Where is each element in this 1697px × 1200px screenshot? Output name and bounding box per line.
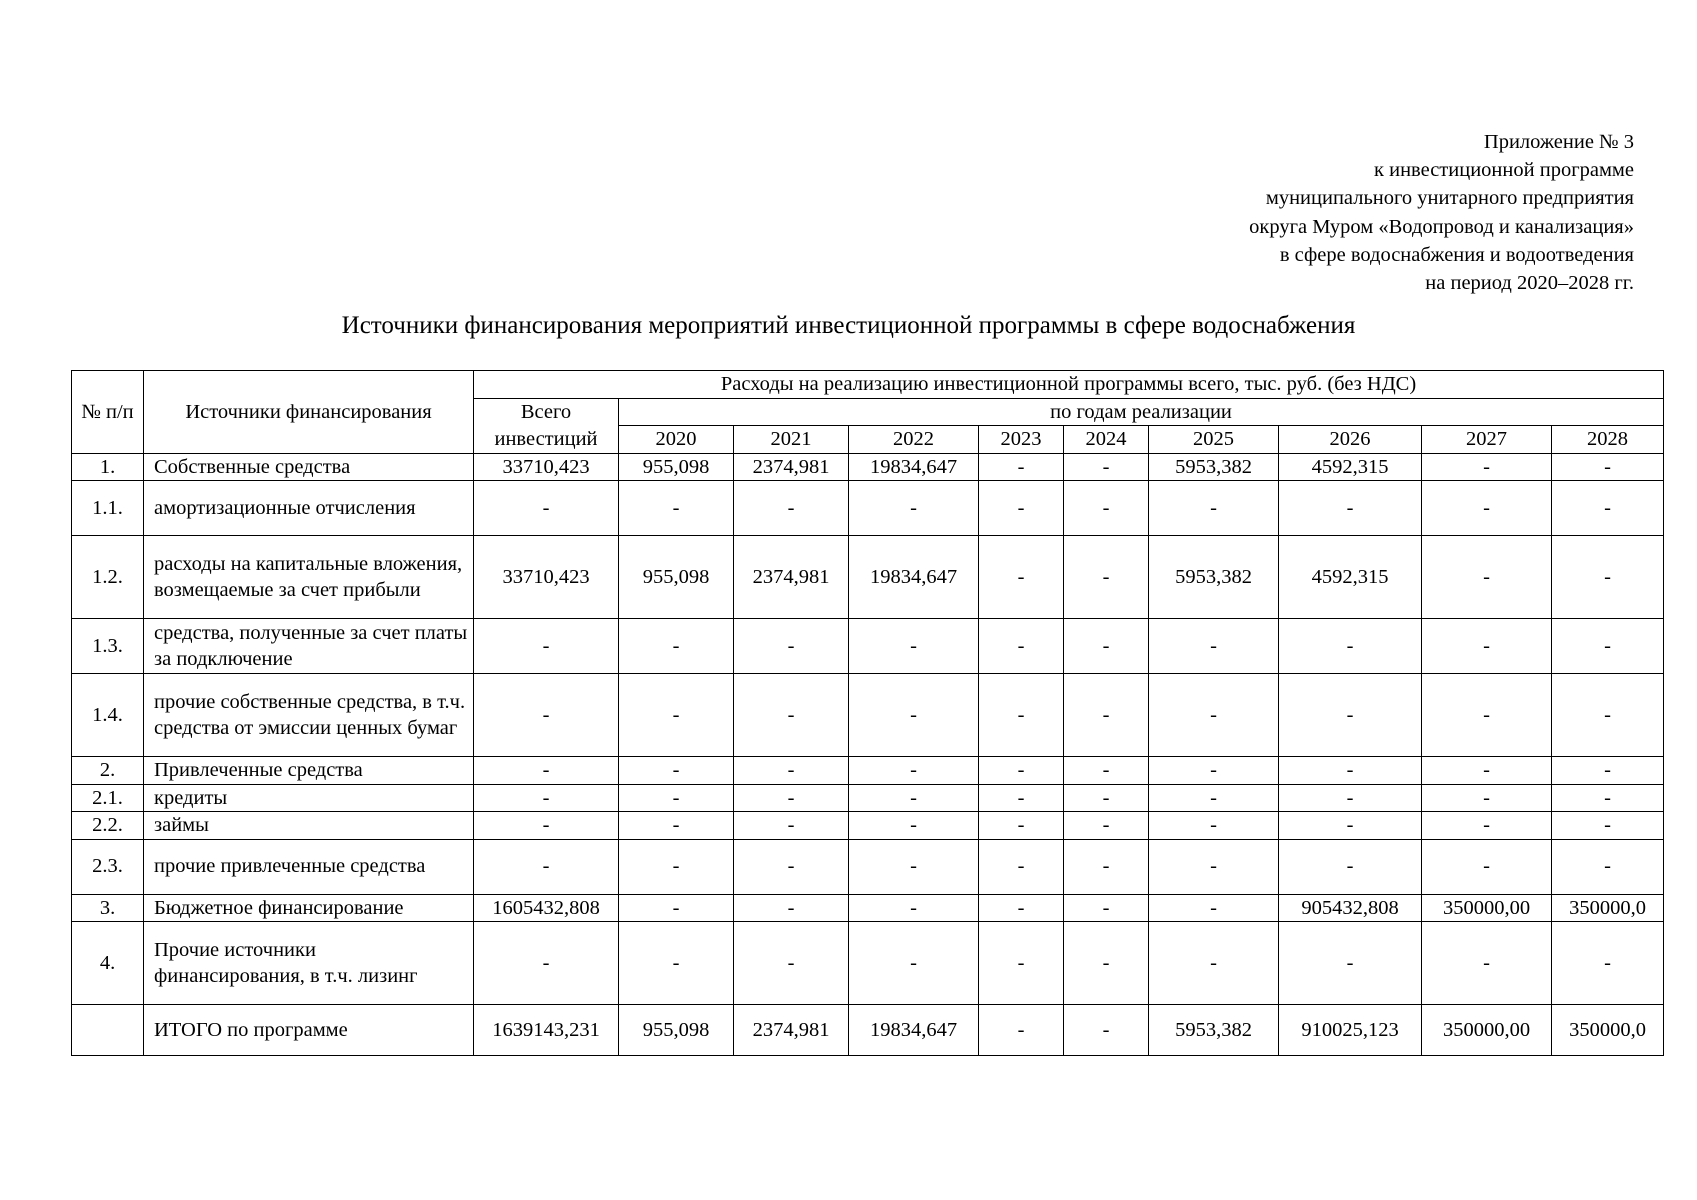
row-value-2028: -	[1552, 674, 1664, 757]
row-value-2027: -	[1422, 536, 1552, 619]
table-row	[72, 839, 1664, 894]
row-number: 1.1.	[72, 481, 144, 536]
row-value-2021: 2374,981	[734, 453, 849, 481]
row-source: амортизационные отчисления	[144, 481, 474, 536]
row-source: прочие собственные средства, в т.ч. средства от эмиссии ценных бумаг	[144, 674, 474, 757]
row-number: 1.2.	[72, 536, 144, 619]
row-value-2020: -	[619, 839, 734, 894]
row-total: -	[474, 784, 619, 812]
row-value-2027: -	[1422, 453, 1552, 481]
row-value-2024: -	[1064, 922, 1149, 1005]
row-value-2022: 19834,647	[849, 453, 979, 481]
row-value-2027: -	[1422, 812, 1552, 840]
row-source: ИТОГО по программе	[144, 1005, 474, 1056]
row-value-2027: -	[1422, 757, 1552, 785]
appendix-line: муниципального унитарного предприятия	[1265, 187, 1634, 210]
appendix-line: на период 2020–2028 гг.	[1425, 272, 1634, 295]
row-value-2027: -	[1422, 922, 1552, 1005]
appendix-note	[1249, 128, 1634, 297]
table-row	[72, 784, 1664, 812]
row-value-2021: -	[734, 922, 849, 1005]
table-row	[72, 922, 1664, 1005]
row-value-2023: -	[979, 453, 1064, 481]
row-value-2025: -	[1149, 481, 1279, 536]
row-source: Бюджетное финансирование	[144, 894, 474, 922]
row-value-2021: -	[734, 894, 849, 922]
financing-table	[71, 370, 1664, 1056]
row-source: прочие привлеченные средства	[144, 839, 474, 894]
row-value-2022: -	[849, 757, 979, 785]
header-num: № п/п	[72, 371, 144, 454]
row-value-2021: -	[734, 757, 849, 785]
row-value-2020: -	[619, 812, 734, 840]
row-value-2026: -	[1279, 812, 1422, 840]
year-2023: 2023	[979, 426, 1064, 454]
row-value-2025: -	[1149, 894, 1279, 922]
row-value-2020: -	[619, 922, 734, 1005]
row-value-2028: -	[1552, 922, 1664, 1005]
row-value-2022: -	[849, 812, 979, 840]
row-value-2021: 2374,981	[734, 1005, 849, 1056]
row-total: 1605432,808	[474, 894, 619, 922]
row-number: 1.4.	[72, 674, 144, 757]
year-2021: 2021	[734, 426, 849, 454]
year-2024: 2024	[1064, 426, 1149, 454]
row-value-2020: 955,098	[619, 453, 734, 481]
row-value-2028: 350000,0	[1552, 894, 1664, 922]
year-2020: 2020	[619, 426, 734, 454]
row-value-2027: -	[1422, 784, 1552, 812]
row-value-2026: -	[1279, 674, 1422, 757]
row-value-2025: -	[1149, 619, 1279, 674]
row-value-2021: -	[734, 481, 849, 536]
row-value-2024: -	[1064, 536, 1149, 619]
row-value-2023: -	[979, 481, 1064, 536]
row-value-2020: -	[619, 784, 734, 812]
row-value-2020: -	[619, 894, 734, 922]
table-row	[72, 536, 1664, 619]
row-value-2026: 4592,315	[1279, 453, 1422, 481]
row-value-2025: -	[1149, 812, 1279, 840]
table-row	[72, 453, 1664, 481]
row-value-2027: -	[1422, 674, 1552, 757]
row-value-2027: 350000,00	[1422, 894, 1552, 922]
row-number: 3.	[72, 894, 144, 922]
table-row	[72, 481, 1664, 536]
row-value-2026: 4592,315	[1279, 536, 1422, 619]
row-source: расходы на капитальные вложения, возмещаемые за счет прибыли	[144, 536, 474, 619]
row-value-2023: -	[979, 757, 1064, 785]
row-value-2026: -	[1279, 619, 1422, 674]
row-value-2026: -	[1279, 757, 1422, 785]
row-value-2023: -	[979, 536, 1064, 619]
row-value-2028: -	[1552, 453, 1664, 481]
row-value-2020: -	[619, 481, 734, 536]
row-number: 2.2.	[72, 812, 144, 840]
row-value-2022: -	[849, 922, 979, 1005]
row-value-2024: -	[1064, 784, 1149, 812]
row-value-2025: 5953,382	[1149, 453, 1279, 481]
row-number: 4.	[72, 922, 144, 1005]
row-value-2025: -	[1149, 922, 1279, 1005]
row-value-2024: -	[1064, 1005, 1149, 1056]
row-value-2020: -	[619, 619, 734, 674]
row-value-2021: -	[734, 839, 849, 894]
row-value-2026: 905432,808	[1279, 894, 1422, 922]
row-value-2025: 5953,382	[1149, 536, 1279, 619]
row-value-2027: 350000,00	[1422, 1005, 1552, 1056]
table-row	[72, 674, 1664, 757]
table-row	[72, 1005, 1664, 1056]
row-total: -	[474, 839, 619, 894]
row-value-2024: -	[1064, 839, 1149, 894]
row-value-2026: -	[1279, 922, 1422, 1005]
row-value-2024: -	[1064, 453, 1149, 481]
row-value-2020: -	[619, 674, 734, 757]
row-value-2025: -	[1149, 757, 1279, 785]
row-total: -	[474, 619, 619, 674]
row-total: 1639143,231	[474, 1005, 619, 1056]
row-value-2025: -	[1149, 674, 1279, 757]
table-row	[72, 619, 1664, 674]
row-value-2021: -	[734, 619, 849, 674]
row-value-2028: -	[1552, 536, 1664, 619]
row-value-2022: 19834,647	[849, 536, 979, 619]
table-row	[72, 757, 1664, 785]
row-value-2025: 5953,382	[1149, 1005, 1279, 1056]
year-2022: 2022	[849, 426, 979, 454]
row-number: 2.1.	[72, 784, 144, 812]
row-value-2022: -	[849, 619, 979, 674]
row-value-2024: -	[1064, 619, 1149, 674]
appendix-line: к инвестиционной программе	[1374, 159, 1634, 182]
row-value-2026: -	[1279, 481, 1422, 536]
row-value-2024: -	[1064, 812, 1149, 840]
row-value-2028: 350000,0	[1552, 1005, 1664, 1056]
row-value-2028: -	[1552, 757, 1664, 785]
document-title: Источники финансирования мероприятий инвестиционной программы в сфере водоснабжения	[341, 312, 1356, 339]
row-value-2026: -	[1279, 839, 1422, 894]
row-value-2023: -	[979, 812, 1064, 840]
row-value-2022: -	[849, 674, 979, 757]
row-value-2020: -	[619, 757, 734, 785]
row-number: 1.3.	[72, 619, 144, 674]
row-value-2022: -	[849, 894, 979, 922]
row-value-2023: -	[979, 839, 1064, 894]
row-value-2024: -	[1064, 481, 1149, 536]
row-value-2021: -	[734, 674, 849, 757]
row-total: -	[474, 922, 619, 1005]
appendix-line: Приложение № 3	[1483, 131, 1634, 153]
header-total: Всего инвестиций	[474, 398, 619, 453]
row-value-2026: 910025,123	[1279, 1005, 1422, 1056]
appendix-line: в сфере водоснабжения и водоотведения	[1279, 243, 1634, 266]
row-value-2021: -	[734, 784, 849, 812]
row-value-2027: -	[1422, 619, 1552, 674]
row-source: Прочие источники финансирования, в т.ч. лизинг	[144, 922, 474, 1005]
table-row	[72, 894, 1664, 922]
row-value-2022: -	[849, 784, 979, 812]
row-number: 2.	[72, 757, 144, 785]
header-expenses: Расходы на реализацию инвестиционной программы всего, тыс. руб. (без НДС)	[474, 371, 1664, 399]
row-value-2028: -	[1552, 619, 1664, 674]
year-2028: 2028	[1552, 426, 1664, 454]
row-source: Собственные средства	[144, 453, 474, 481]
row-value-2023: -	[979, 1005, 1064, 1056]
row-value-2022: -	[849, 481, 979, 536]
year-2027: 2027	[1422, 426, 1552, 454]
row-value-2028: -	[1552, 784, 1664, 812]
row-value-2026: -	[1279, 784, 1422, 812]
row-value-2020: 955,098	[619, 536, 734, 619]
row-source: средства, полученные за счет платы за подключение	[144, 619, 474, 674]
header-by-years: по годам реализации	[619, 398, 1664, 426]
row-value-2025: -	[1149, 839, 1279, 894]
row-total: -	[474, 757, 619, 785]
row-total: 33710,423	[474, 536, 619, 619]
row-value-2028: -	[1552, 812, 1664, 840]
row-total: -	[474, 812, 619, 840]
row-source: Привлеченные средства	[144, 757, 474, 785]
row-value-2028: -	[1552, 839, 1664, 894]
row-total: 33710,423	[474, 453, 619, 481]
header-source: Источники финансирования	[144, 371, 474, 454]
row-value-2021: 2374,981	[734, 536, 849, 619]
row-total: -	[474, 481, 619, 536]
year-2026: 2026	[1279, 426, 1422, 454]
row-value-2023: -	[979, 619, 1064, 674]
row-number	[72, 1005, 144, 1056]
table-row	[72, 812, 1664, 840]
row-value-2023: -	[979, 674, 1064, 757]
appendix-line: округа Муром «Водопровод и канализация»	[1249, 215, 1634, 238]
row-value-2023: -	[979, 894, 1064, 922]
row-value-2024: -	[1064, 757, 1149, 785]
row-value-2020: 955,098	[619, 1005, 734, 1056]
row-source: займы	[144, 812, 474, 840]
row-value-2023: -	[979, 784, 1064, 812]
row-number: 1.	[72, 453, 144, 481]
row-value-2023: -	[979, 922, 1064, 1005]
row-total: -	[474, 674, 619, 757]
row-number: 2.3.	[72, 839, 144, 894]
row-value-2022: 19834,647	[849, 1005, 979, 1056]
row-value-2021: -	[734, 812, 849, 840]
row-value-2024: -	[1064, 674, 1149, 757]
year-2025: 2025	[1149, 426, 1279, 454]
row-value-2024: -	[1064, 894, 1149, 922]
row-value-2022: -	[849, 839, 979, 894]
row-value-2027: -	[1422, 481, 1552, 536]
row-source: кредиты	[144, 784, 474, 812]
row-value-2027: -	[1422, 839, 1552, 894]
row-value-2028: -	[1552, 481, 1664, 536]
row-value-2025: -	[1149, 784, 1279, 812]
